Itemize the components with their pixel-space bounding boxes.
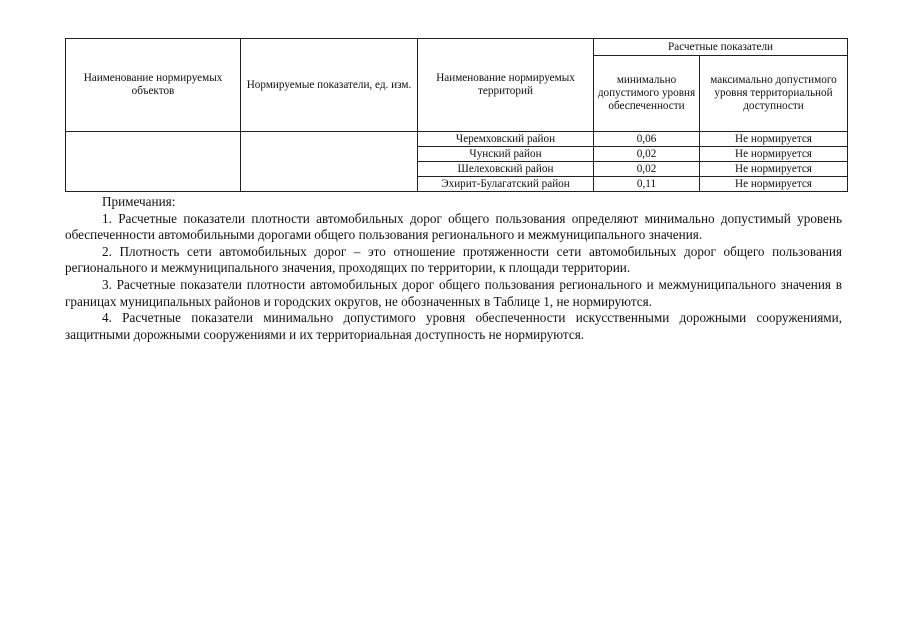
note-item: 3. Расчетные показатели плотности автомобильных дорог общего пользования регионального и межмуниципального значения в границах муниципальных районов и городских округов, не обозначенных в Таблице 1, не нормируются. [65,276,842,309]
max-access-cell: Не нормируется [700,132,848,147]
max-access-cell: Не нормируется [700,177,848,192]
max-access-cell: Не нормируется [700,147,848,162]
header-territories: Наименование нормируемых территорий [418,39,594,132]
table-cell-blank [66,162,241,177]
note-item: 4. Расчетные показатели минимально допустимого уровня обеспеченности искусственными дорожными сооружениями, защитными дорожными сооружениями и их территориальная доступность не нормируются. [65,310,842,342]
table-row [66,132,848,147]
table-row [66,177,848,192]
max-access-cell: Не нормируется [700,162,848,177]
header-min-level: минимально допустимого уровня обеспеченности [594,56,700,132]
territory-cell: Эхирит-Булагатский район [418,177,594,192]
min-level-cell: 0,06 [594,132,700,147]
table-cell-blank [66,177,241,192]
notes-heading: Примечания: [102,194,176,209]
notes-section [65,194,842,343]
header-indicators: Нормируемые показатели, ед. изм. [241,39,418,132]
note-item: 1. Расчетные показатели плотности автомобильных дорог общего пользования определяют минимально допустимый уровень обеспеченности автомобильными дорогами общего пользования регионального и межмуниципального значения. [65,210,842,243]
min-level-cell: 0,02 [594,162,700,177]
table-cell-blank [241,177,418,192]
table-cell-blank [241,162,418,177]
min-level-cell: 0,11 [594,177,700,192]
header-calculated: Расчетные показатели [594,39,848,56]
table-cell-blank [66,147,241,162]
territory-cell: Шелеховский район [418,162,594,177]
territory-cell: Черемховский район [418,132,594,147]
table-row [66,147,848,162]
note-item: 2. Плотность сети автомобильных дорог – это отношение протяженности сети автомобильных дорог общего пользования регионального и межмуниципального значения, проходящих по территории, к площади территории. [65,243,842,276]
table-row [66,162,848,177]
table-header-row [66,39,848,56]
norms-table [65,38,848,192]
header-max-access: максимально допустимого уровня территориальной доступности [700,56,848,132]
header-objects: Наименование нормируемых объектов [66,39,241,132]
min-level-cell: 0,02 [594,147,700,162]
territory-cell: Чунский район [418,147,594,162]
table-cell-blank [241,147,418,162]
table-cell-blank [66,132,241,147]
table-cell-blank [241,132,418,147]
